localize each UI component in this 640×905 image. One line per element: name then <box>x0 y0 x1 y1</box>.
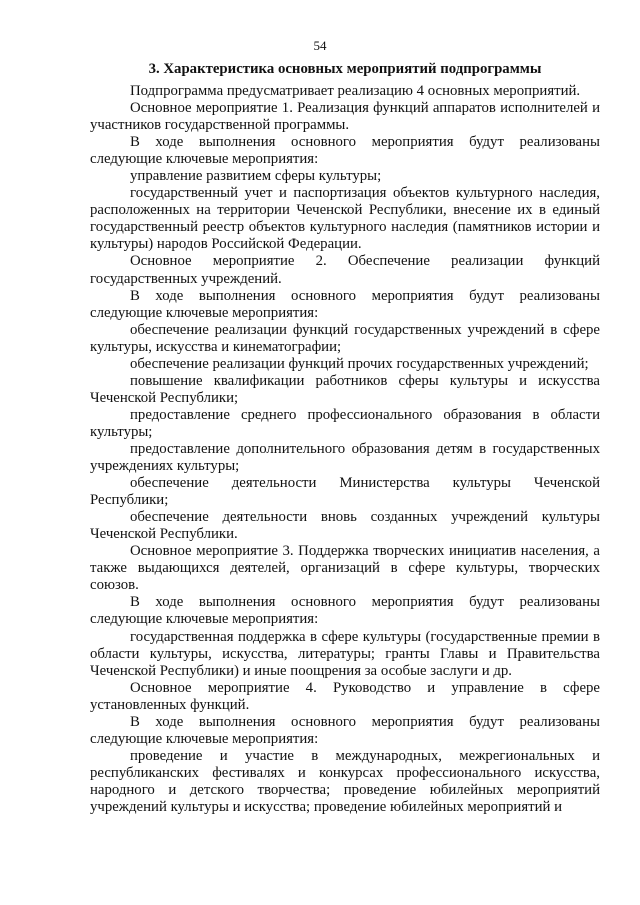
paragraph: обеспечение реализации функций прочих государственных учреждений; <box>130 355 589 372</box>
paragraph: обеспечение деятельности Министерства культуры Чеченской Республики; <box>90 475 600 509</box>
paragraph: Подпрограмма предусматривает реализацию 4 основных мероприятий. <box>130 83 581 99</box>
paragraph: обеспечение реализации функций государственных учреждений в сфере культуры, искусства и кинематографии; <box>90 321 600 355</box>
paragraph: проведение и участие в международных, межрегиональных и республиканских фестивалях и конкурсах профессионального искусства, народного и детского творчества; проведение юбилейных мероприятий учреждений культуры и искусства; проведение юбилейных мероприятий и <box>90 747 600 815</box>
paragraph: предоставление среднего профессионального образования в области культуры; <box>90 406 600 440</box>
paragraph: государственный учет и паспортизация объектов культурного наследия, расположенных на территории Чеченской Республики, внесение их в единый государственный реестр объектов культурного наследия (памятников истории и культуры) народов Российской Федерации. <box>90 185 600 253</box>
paragraph: государственная поддержка в сфере культуры (государственные премии в области культуры, искусства, литературы; гранты Главы и Правительства Чеченской Республики) и иные поощрения за особые заслуги и др. <box>90 628 600 679</box>
paragraph: В ходе выполнения основного мероприятия будут реализованы следующие ключевые мероприятия: <box>90 287 600 321</box>
paragraph: Основное мероприятие 3. Поддержка творческих инициатив населения, а также выдающихся деятелей, организаций в сфере культуры, творческих союзов. <box>90 543 600 594</box>
page-number: 54 <box>313 38 327 53</box>
paragraph: управление развитием сферы культуры; <box>130 168 382 185</box>
paragraph: В ходе выполнения основного мероприятия будут реализованы следующие ключевые мероприятия: <box>90 594 600 628</box>
paragraph: Основное мероприятие 4. Руководство и управление в сфере установленных функций. <box>90 679 600 713</box>
paragraph: Основное мероприятие 1. Реализация функций аппаратов исполнителей и участников государственной программы. <box>90 100 600 134</box>
paragraph: предоставление дополнительного образования детям в государственных учреждениях культуры; <box>90 440 600 475</box>
paragraph: обеспечение деятельности вновь созданных учреждений культуры Чеченской Республики. <box>90 509 600 543</box>
paragraph: В ходе выполнения основного мероприятия будут реализованы следующие ключевые мероприятия: <box>90 713 600 747</box>
section-heading: 3. Характеристика основных мероприятий подпрограммы <box>148 61 542 77</box>
paragraph: В ходе выполнения основного мероприятия будут реализованы следующие ключевые мероприятия: <box>90 134 600 168</box>
body-text <box>90 83 600 816</box>
paragraph: повышение квалификации работников сферы культуры и искусства Чеченской Республики; <box>90 372 600 406</box>
paragraph: Основное мероприятие 2. Обеспечение реализации функций государственных учреждений. <box>90 253 600 287</box>
